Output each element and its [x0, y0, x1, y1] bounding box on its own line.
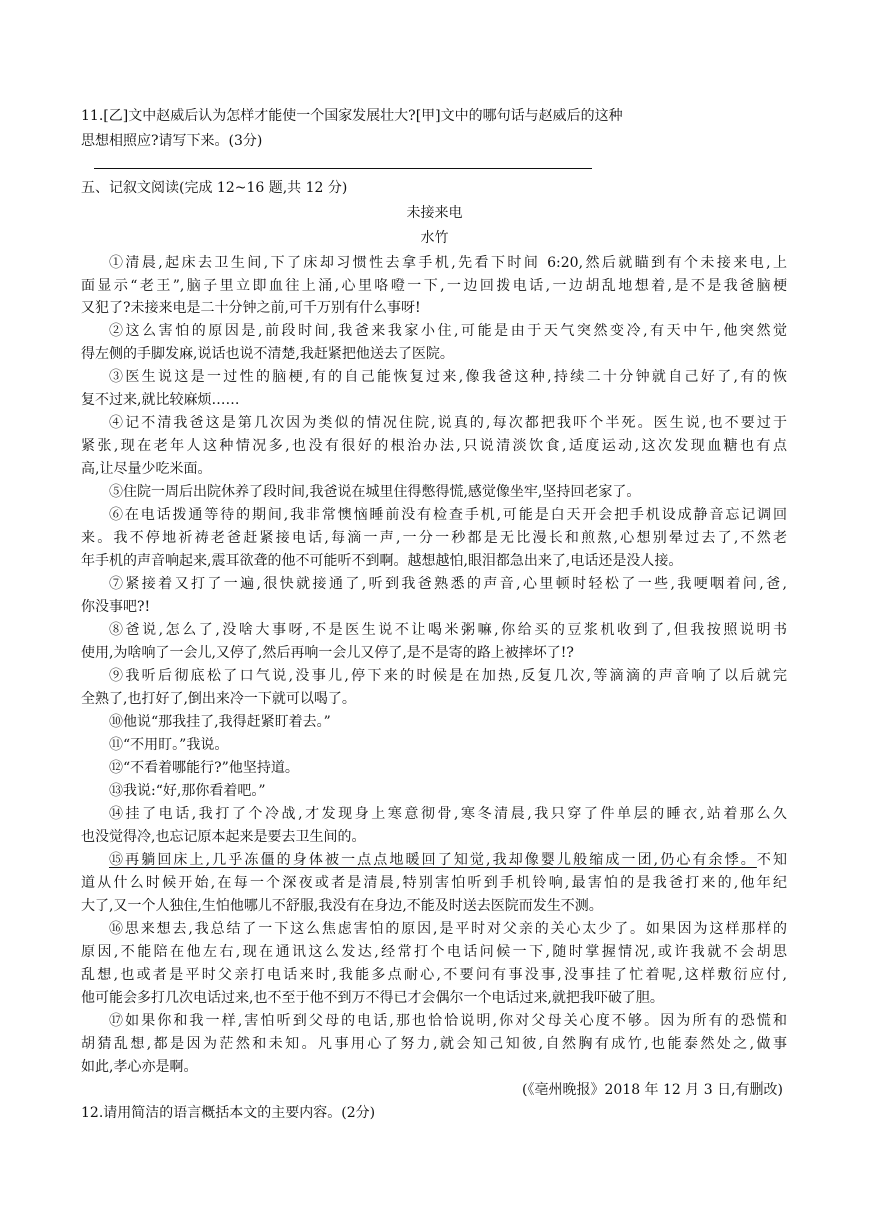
- para-3-line-1: ③医生说这是一过性的脑梗,有的自己能恢复过来,像我爸这种,持续二十分钟就自己好了,有的恢: [109, 369, 787, 385]
- para-12: ⑫“不看着哪能行?”他坚持道。: [109, 760, 299, 776]
- section-heading: 五、记叙文阅读(完成 12~16 题,共 12 分): [81, 180, 348, 196]
- para-1-line-2: 面显示“老王”,脑子里立即血往上涌,心里咯噔一下,一边回拨电话,一边胡乱地想着,是不是我爸脑梗: [81, 278, 787, 294]
- source-citation: (《亳州晚报》2018 年 12 月 3 日,有删改): [522, 1082, 783, 1098]
- para-15-line-2: 道从什么时候开始,在每一个深夜或者是清晨,特别害怕听到手机铃响,最害怕的是我爸打来的,他年纪: [81, 875, 787, 891]
- para-6-line-2: 来。我不停地祈祷老爸赶紧接电话,每滴一声,一分一秒都是无比漫长和煎熬,心想别晕过去了,不然老: [81, 530, 787, 546]
- para-17-line-3: 如此,孝心亦是啊。: [81, 1059, 198, 1075]
- para-5-line-1: ⑤住院一周后出院休养了段时间,我爸说在城里住得憋得慌,感觉像坐牢,坚持回老家了。: [109, 484, 641, 500]
- article-title: 未接来电: [406, 205, 463, 221]
- para-6-line-3: 年手机的声音响起来,震耳欲聋的他不可能听不到啊。越想越怕,眼泪都急出来了,电话还是没人接。: [81, 553, 683, 569]
- q11-line-1: 11.[乙]文中赵威后认为怎样才能使一个国家发展壮大?[甲]文中的哪句话与赵威后的这种: [81, 108, 623, 124]
- para-9-line-2: 全熟了,也打好了,倒出来冷一下就可以喝了。: [81, 691, 356, 707]
- underlined-sentence: ⑮再躺回床上,几乎冻僵的身体被一点点地暖回了知觉,我却像婴儿般缩成一团,仍心有余悸。: [109, 852, 757, 868]
- para-14-line-1: ⑭挂了电话,我打了个冷战,才发现身上寒意彻骨,寒冬清晨,我只穿了件单层的睡衣,站着那么久: [109, 806, 787, 822]
- para-7-line-1: ⑦紧接着又打了一遍,很快就接通了,听到我爸熟悉的声音,心里顿时轻松了一些,我哽咽着问,爸,: [109, 576, 787, 592]
- answer-blank-line: [94, 168, 592, 169]
- para-16-line-2: 原因,不能陪在他左右,现在通讯这么发达,经常打个电话问候一下,随时掌握情况,或许我就不会胡思: [81, 944, 787, 960]
- para-3-line-2: 复不过来,就比较麻烦……: [81, 392, 240, 408]
- para-4-line-1: ④记不清我爸这是第几次因为类似的情况住院,说真的,每次都把我吓个半死。医生说,也不要过于: [109, 415, 787, 431]
- para-11: ⑪“不用盯。”我说。: [109, 737, 229, 753]
- para-14-line-2: 也没觉得冷,也忘记原本起来是要去卫生间的。: [81, 829, 366, 845]
- para-2-line-1: ②这么害怕的原因是,前段时间,我爸来我家小住,可能是由于天气突然变冷,有天中午,他突然觉: [109, 323, 787, 339]
- q11-line-2: 思想相照应?请写下来。(3分): [81, 133, 263, 149]
- para-9-line-1: ⑨我听后彻底松了口气说,没事儿,停下来的时候是在加热,反复几次,等滴滴的声音响了以后就完: [109, 668, 787, 684]
- para-1-line-1: ①清晨,起床去卫生间,下了床却习惯性去拿手机,先看下时间 6:20,然后就瞄到有个未接来电,上: [109, 255, 787, 271]
- para-10: ⑩他说“那我挂了,我得赶紧盯着去。”: [109, 714, 331, 730]
- para-8-line-1: ⑧爸说,怎么了,没啥大事呀,不是医生说不让喝米粥嘛,你给买的豆浆机收到了,但我按照说明书: [109, 622, 787, 638]
- para-1-line-3: 又犯了?未接来电是二十分钟之前,可千万别有什么事呀!: [81, 300, 421, 316]
- para-6-line-1: ⑥在电话拨通等待的期间,我非常懊恼睡前没有检查手机,可能是白天开会把手机设成静音忘记调回: [109, 507, 787, 523]
- para-17-line-1: ⑰如果你和我一样,害怕听到父母的电话,那也恰恰说明,你对父母关心度不够。因为所有的恐慌和: [109, 1013, 787, 1029]
- para-13: ⑬我说:“好,那你看着吧。”: [109, 783, 266, 799]
- q12-prompt: 12.请用简洁的语言概括本文的主要内容。(2分): [81, 1105, 376, 1121]
- para-16-line-4: 他可能会多打几次电话过来,也不至于他不到万不得已才会偶尔一个电话过来,就把我吓破了胆。: [81, 990, 664, 1006]
- para-15-line-1-tail: 不知: [756, 852, 787, 868]
- para-4-line-3: 高,让尽量少吃米面。: [81, 461, 212, 477]
- article-author: 水竹: [420, 230, 449, 246]
- para-16-line-3: 乱想,也或者是平时父亲打电话来时,我能多点耐心,不要问有事没事,没事挂了忙着呢,这样敷衍应付,: [81, 967, 787, 983]
- para-16-line-1: ⑯思来想去,我总结了一下这么焦虑害怕的原因,是平时对父亲的关心太少了。如果因为这样那样的: [109, 921, 787, 937]
- para-2-line-2: 得左侧的手脚发麻,说话也说不清楚,我赶紧把他送去了医院。: [81, 346, 454, 362]
- para-15-line-3: 大了,又一个人独住,生怕他哪儿不舒服,我没有在身边,不能及时送去医院而发生不测。: [81, 898, 603, 914]
- para-17-line-2: 胡猜乱想,都是因为茫然和未知。凡事用心了努力,就会知己知彼,自然胸有成竹,也能泰然处之,做事: [81, 1036, 787, 1052]
- para-4-line-2: 紧张,现在老年人这种情况多,也没有很好的根治办法,只说清淡饮食,适度运动,这次发现血糖也有点: [81, 438, 787, 454]
- para-15-line-1: [109, 850, 787, 870]
- para-8-line-2: 使用,为啥响了一会儿,又停了,然后再响一会儿又停了,是不是寄的路上被摔坏了!?: [81, 645, 574, 661]
- para-7-line-2: 你没事吧?!: [81, 599, 151, 615]
